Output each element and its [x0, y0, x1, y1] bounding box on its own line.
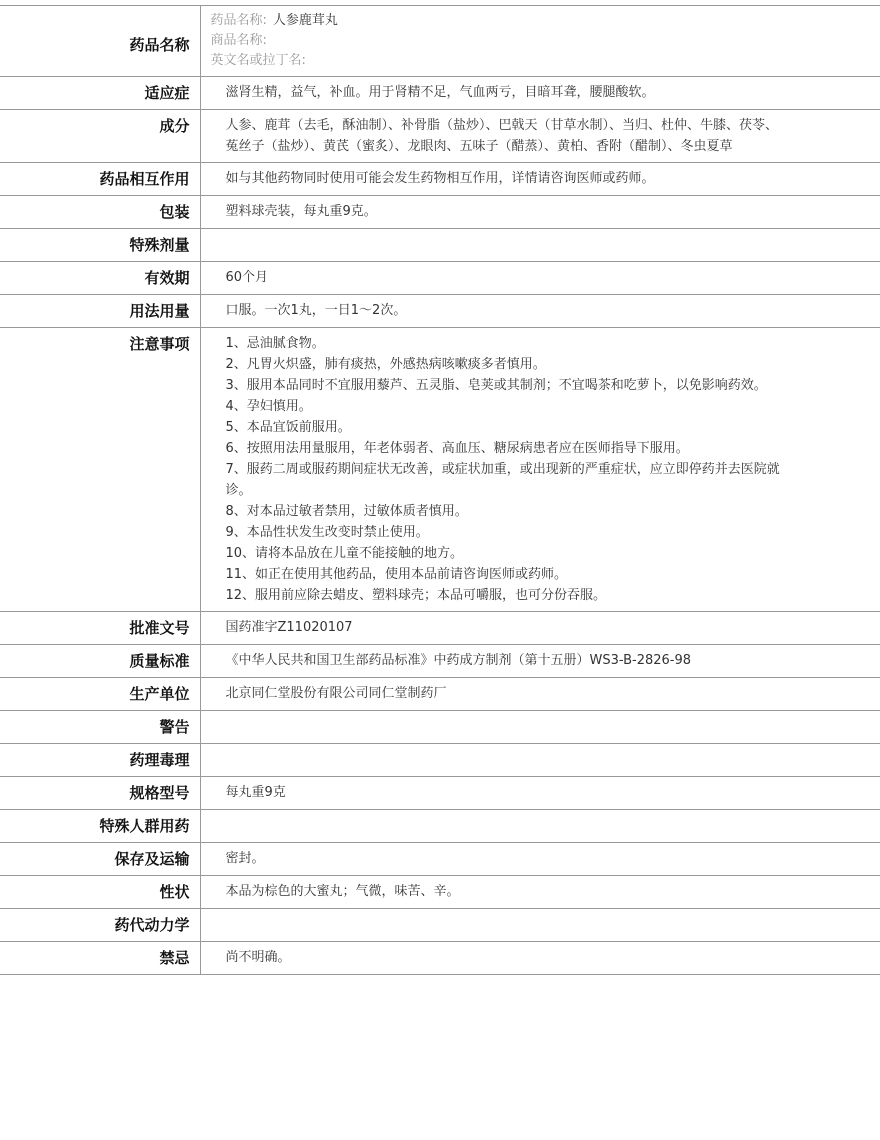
row-value — [200, 328, 880, 612]
generic-name-value: 人参鹿茸丸 — [272, 13, 338, 28]
row-appearance — [0, 876, 880, 909]
row-special-dosage — [0, 229, 880, 262]
row-label: 禁忌 — [0, 942, 200, 975]
row-label: 警告 — [0, 711, 200, 744]
row-label: 性状 — [0, 876, 200, 909]
row-special-populations — [0, 810, 880, 843]
row-value: 北京同仁堂股份有限公司同仁堂制药厂 — [200, 678, 880, 711]
row-value: 塑料球壳装，每丸重9克。 — [200, 196, 880, 229]
precaution-item: 11、如正在使用其他药品，使用本品前请咨询医师或药师。 — [225, 567, 568, 582]
row-packaging — [0, 196, 880, 229]
row-expiry — [0, 262, 880, 295]
trade-name-label: 商品名称: — [210, 33, 267, 48]
generic-name-line — [211, 11, 786, 31]
row-label: 药品相互作用 — [0, 163, 200, 196]
precaution-item: 1、忌油腻食物。 — [225, 336, 325, 351]
drug-info-sheet — [0, 5, 880, 975]
row-dosage — [0, 295, 880, 328]
row-label: 药理毒理 — [0, 744, 200, 777]
precaution-item: 3、服用本品同时不宜服用藜芦、五灵脂、皂荚或其制剂；不宜喝茶和吃萝卜，以免影响药效。 — [225, 378, 767, 393]
row-manufacturer — [0, 678, 880, 711]
row-label: 药品名称 — [0, 6, 200, 77]
row-contraindications — [0, 942, 880, 975]
row-value: 人参、鹿茸（去毛，酥油制）、补骨脂（盐炒）、巴戟天（甘草水制）、当归、杜仲、牛膝、茯苓、菟丝子（盐炒）、黄芪（蜜炙）、龙眼肉、五味子（醋蒸）、黄柏、香附（醋制）、冬虫夏草 — [200, 110, 880, 163]
row-label: 规格型号 — [0, 777, 200, 810]
row-label: 批准文号 — [0, 612, 200, 645]
row-pharmacokinetics — [0, 909, 880, 942]
row-value: 《中华人民共和国卫生部药品标准》中药成方制剂（第十五册）WS3-B-2826-98 — [200, 645, 880, 678]
row-value — [200, 744, 880, 777]
row-value: 口服。一次1丸，一日1～2次。 — [200, 295, 880, 328]
precaution-item: 7、服药二周或服药期间症状无改善，或症状加重，或出现新的严重症状，应立即停药并去医院就诊。 — [225, 462, 780, 498]
row-specification — [0, 777, 880, 810]
precaution-item: 9、本品性状发生改变时禁止使用。 — [225, 525, 429, 540]
row-value: 尚不明确。 — [200, 942, 880, 975]
row-label: 生产单位 — [0, 678, 200, 711]
row-label: 适应症 — [0, 77, 200, 110]
row-label: 注意事项 — [0, 328, 200, 612]
precaution-item: 2、凡胃火炽盛，肺有痰热，外感热病咳嗽痰多者慎用。 — [225, 357, 546, 372]
row-label: 保存及运输 — [0, 843, 200, 876]
precaution-item: 6、按照用法用量服用，年老体弱者、高血压、糖尿病患者应在医师指导下服用。 — [225, 441, 689, 456]
row-label: 用法用量 — [0, 295, 200, 328]
precaution-item: 10、请将本品放在儿童不能接触的地方。 — [225, 546, 464, 561]
precaution-item: 4、孕妇慎用。 — [225, 399, 312, 414]
row-label: 药代动力学 — [0, 909, 200, 942]
drug-info-table — [0, 5, 880, 975]
trade-name-line — [211, 31, 786, 51]
row-drug-interactions — [0, 163, 880, 196]
row-value: 滋肾生精，益气，补血。用于肾精不足，气血两亏，目暗耳聋，腰腿酸软。 — [200, 77, 880, 110]
row-storage — [0, 843, 880, 876]
row-value — [200, 229, 880, 262]
row-value — [200, 810, 880, 843]
row-value — [200, 909, 880, 942]
row-value: 密封。 — [200, 843, 880, 876]
row-value — [200, 711, 880, 744]
row-ingredients — [0, 110, 880, 163]
row-value: 每丸重9克 — [200, 777, 880, 810]
precaution-item: 8、对本品过敏者禁用，过敏体质者慎用。 — [225, 504, 468, 519]
english-name-line — [211, 51, 786, 71]
row-value: 如与其他药物同时使用可能会发生药物相互作用，详情请咨询医师或药师。 — [200, 163, 880, 196]
row-label: 成分 — [0, 110, 200, 163]
precaution-item: 5、本品宜饭前服用。 — [225, 420, 351, 435]
precautions-list — [226, 333, 786, 606]
row-label: 包装 — [0, 196, 200, 229]
row-pharmacology — [0, 744, 880, 777]
row-value — [200, 6, 880, 77]
precaution-item: 12、服用前应除去蜡皮、塑料球壳；本品可嚼服，也可分份吞服。 — [225, 588, 607, 603]
generic-name-label: 药品名称: — [210, 13, 267, 28]
row-indication — [0, 77, 880, 110]
row-precautions — [0, 328, 880, 612]
row-warning — [0, 711, 880, 744]
row-value: 国药准字Z11020107 — [200, 612, 880, 645]
row-quality-standard — [0, 645, 880, 678]
row-label: 质量标准 — [0, 645, 200, 678]
row-value: 60个月 — [200, 262, 880, 295]
row-label: 特殊人群用药 — [0, 810, 200, 843]
row-approval-number — [0, 612, 880, 645]
row-drug-name — [0, 6, 880, 77]
row-label: 特殊剂量 — [0, 229, 200, 262]
row-value: 本品为棕色的大蜜丸；气微，味苦、辛。 — [200, 876, 880, 909]
row-label: 有效期 — [0, 262, 200, 295]
english-name-label: 英文名或拉丁名: — [210, 53, 306, 68]
